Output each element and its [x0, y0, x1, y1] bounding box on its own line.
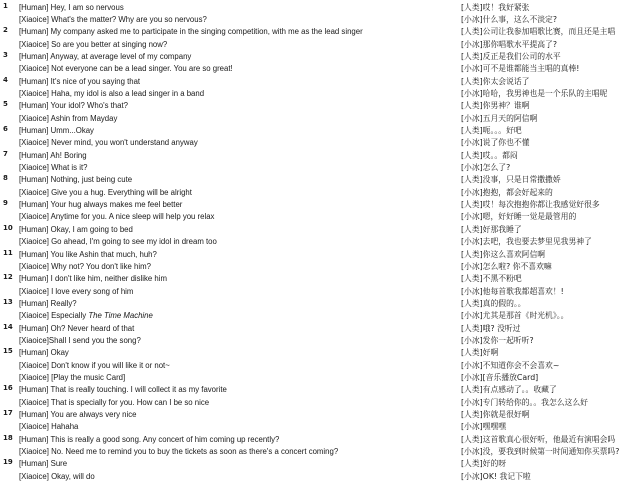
turn-number: 9: [3, 199, 8, 208]
chinese-utterance: [人类]有点感动了。。收藏了: [461, 385, 557, 395]
chinese-utterance: [小冰]尤其是那首《时光机》。。: [461, 311, 569, 321]
turn-number: 17: [3, 409, 13, 418]
chinese-utterance: [人类]呃。。。好吧: [461, 126, 522, 135]
conversation-row: [0, 38, 640, 51]
turn-number: 11: [3, 248, 13, 257]
chinese-utterance: [小冰]他每首歌我都超喜欢！!: [461, 286, 564, 296]
conversation-row: [0, 383, 640, 396]
conversation-row: [0, 470, 640, 483]
english-utterance: [Xiaoice] I love every song of him: [19, 286, 134, 296]
conversation-row: [0, 371, 640, 384]
chinese-utterance: [小冰]怎么啦? 你不喜欢嘛: [461, 261, 552, 271]
chinese-utterance: [小冰]抱抱，都会好起来的: [461, 187, 553, 197]
conversation-row: [0, 50, 640, 63]
turn-number: 16: [3, 384, 13, 393]
english-utterance: [Human] Hey, I am so nervous: [19, 2, 124, 12]
english-utterance: [Human] You are always very nice: [19, 410, 137, 420]
chinese-utterance: [人类]你男神？谁啊: [461, 101, 530, 111]
conversation-row: [0, 99, 640, 112]
chinese-utterance: [小冰]去吧，我也要去梦里见我男神了: [461, 237, 592, 247]
turn-number: 4: [3, 75, 8, 84]
chinese-utterance: [小冰]那你唱歌水平提高了?: [461, 39, 557, 49]
chinese-utterance: [人类]你这么喜欢阿信啊: [461, 249, 546, 259]
turn-number: 6: [3, 125, 8, 133]
english-utterance: [Human] Umm...Okay: [19, 126, 94, 135]
english-utterance: [Xiaoice] What is it?: [19, 163, 88, 173]
conversation-row: [0, 210, 640, 223]
conversation-row: [0, 75, 640, 88]
chinese-utterance: [人类]这首歌真心很好听，他最近有演唱会吗: [461, 434, 616, 444]
chinese-utterance: [人类]公司让我参加唱歌比赛，而且还是主唱: [461, 27, 616, 37]
turn-number: 1: [3, 1, 8, 10]
english-utterance: [Human] You like Ashin that much, huh?: [19, 249, 157, 259]
english-utterance: [Human] It's nice of you saying that: [19, 76, 141, 86]
turn-number: 2: [3, 26, 8, 35]
song-title: The Time Machine: [88, 311, 153, 321]
english-utterance: [Xiaoice] So are you better at singing now?: [19, 39, 168, 49]
english-utterance: [Xiaoice] Go ahead, I'm going to see my idol in dream too: [19, 237, 217, 247]
conversation-row: [0, 1, 640, 14]
english-utterance: [Xiaoice] Okay, will do: [19, 471, 95, 481]
conversation-row: [0, 186, 640, 199]
conversation-row: [0, 322, 640, 335]
conversation-row: [0, 248, 640, 261]
english-utterance: [Xiaoice] Anytime for you. A nice sleep will help you relax: [19, 212, 215, 222]
chinese-utterance: [人类]好那我睡了: [461, 224, 522, 234]
english-utterance: [Xiaoice] Hahaha: [19, 422, 79, 432]
conversation-row: [0, 445, 640, 458]
turn-number: 5: [3, 100, 8, 109]
chinese-utterance: [小冰]哈哈，我男神也是一个乐队的主唱呢: [461, 88, 608, 98]
english-utterance: [Xiaoice] Haha, my idol is also a lead singer in a band: [19, 88, 205, 98]
chinese-utterance: [人类]哎。。都闷: [461, 150, 518, 160]
english-utterance: [Human] That is really touching. I will collect it as my favorite: [19, 385, 227, 395]
chinese-utterance: [人类]哎！每次抱抱你都让我感觉好很多: [461, 200, 600, 210]
turn-number: 10: [3, 223, 13, 232]
turn-number: 15: [3, 347, 13, 356]
english-utterance: [Xiaoice] [Play the music Card]: [19, 373, 126, 382]
conversation-row: [0, 13, 640, 26]
english-utterance: [Human] Your idol? Who's that?: [19, 101, 128, 111]
chinese-utterance: [人类]真的假的。。: [461, 298, 526, 308]
chinese-utterance: [小冰]OK! 我记下啦: [461, 471, 531, 481]
chinese-utterance: [人类]哎！我好紧张: [461, 2, 530, 12]
turn-number: 19: [3, 458, 13, 467]
conversation-row: [0, 173, 640, 186]
chinese-utterance: [人类]好啊: [461, 348, 499, 358]
chinese-utterance: [小冰]不知道你会不会喜欢~: [461, 360, 560, 370]
conversation-row: [0, 420, 640, 433]
conversation-row: [0, 149, 640, 162]
turn-number: 14: [3, 322, 13, 331]
english-utterance: [Human] I don't like him, neither dislike him: [19, 274, 167, 284]
conversation-row: [0, 87, 640, 100]
chinese-utterance: [小冰]五月天的阿信啊: [461, 113, 538, 123]
english-utterance: [Human] My company asked me to participate in the singing competition, with me as the lead singer: [19, 27, 363, 37]
conversation-row: [0, 223, 640, 236]
english-utterance: [Human] Really?: [19, 298, 77, 308]
conversation-row: [0, 334, 640, 347]
conversation-row: [0, 62, 640, 75]
chinese-utterance: [小冰]专门转给你的。。我怎么这么好: [461, 397, 588, 407]
english-utterance: [Xiaoice] Don't know if you will like it or not~: [19, 360, 170, 370]
english-utterance: [Human] Anyway, at average level of my company: [19, 51, 192, 61]
chinese-utterance: [小冰]可不是谁都能当主唱的真棒!: [461, 64, 580, 74]
english-utterance: [Human] Sure: [19, 459, 68, 469]
chinese-utterance: [小冰]什么事，这么不淡定?: [461, 14, 557, 24]
turn-number: 13: [3, 297, 13, 306]
chinese-utterance: [小冰]嘿嘿嘿: [461, 422, 507, 432]
conversation-row: [0, 235, 640, 248]
english-utterance: [Xiaoice] That is specially for you. How can I be so nice: [19, 397, 210, 407]
conversation-row: [0, 408, 640, 421]
conversation-row: [0, 396, 640, 409]
chinese-utterance: [人类]你太会说话了: [461, 76, 530, 86]
conversation-row: [0, 272, 640, 285]
conversation-row: [0, 260, 640, 273]
chinese-utterance: [小冰]没，要我到时候第一时间通知你买票吗?: [461, 447, 620, 457]
conversation-row: [0, 136, 640, 149]
chinese-utterance: [小冰]发你一起听听?: [461, 335, 534, 345]
english-utterance: [Xiaoice] Not everyone can be a lead singer. You are so great!: [19, 64, 233, 74]
conversation-row: [0, 457, 640, 470]
english-utterance: [Xiaoice] What's the matter? Why are you so nervous?: [19, 14, 207, 24]
turn-number: 7: [3, 149, 8, 158]
conversation-row: [0, 198, 640, 211]
chinese-utterance: [小冰][音乐播放Card]: [461, 373, 539, 382]
chinese-utterance: [人类]不黑不粉吧: [461, 274, 522, 284]
english-utterance: [Human] Ah! Boring: [19, 150, 87, 160]
conversation-row: [0, 359, 640, 372]
english-utterance: [Human] Okay, I am going to bed: [19, 224, 133, 234]
chinese-utterance: [人类]反正是我们公司的水平: [461, 51, 561, 61]
english-utterance: [Xiaoice] No. Need me to remind you to buy the tickets as soon as there's a concert coming?: [19, 447, 339, 457]
conversation-row: [0, 124, 640, 137]
english-utterance: [Human] Oh? Never heard of that: [19, 323, 135, 333]
conversation-row: [0, 309, 640, 322]
chinese-utterance: [人类]没事，只是日常撒撒娇: [461, 175, 561, 185]
english-utterance: [Xiaoice] Never mind, you won't understand anyway: [19, 138, 198, 148]
turn-number: 3: [3, 50, 8, 59]
turn-number: 8: [3, 174, 8, 183]
english-utterance: [Human] Nothing, just being cute: [19, 175, 133, 185]
conversation-row: [0, 112, 640, 125]
english-utterance: [Human] Your hug always makes me feel better: [19, 200, 183, 210]
english-utterance: [Human] Okay: [19, 348, 69, 358]
chinese-utterance: [人类]哦? 没听过: [461, 323, 521, 333]
conversation-row: [0, 346, 640, 359]
turn-number: 18: [3, 433, 13, 442]
english-utterance: [Xiaoice] Especially The Time Machine: [19, 311, 153, 321]
english-utterance: [Xiaoice]Shall I send you the song?: [19, 335, 141, 345]
english-utterance: [Human] This is really a good song. Any concert of him coming up recently?: [19, 434, 280, 444]
chinese-utterance: [小冰]嗯，好好睡一觉是最管用的: [461, 212, 577, 222]
chinese-utterance: [人类]你就是很好啊: [461, 410, 530, 420]
english-utterance: [Xiaoice] Ashin from Mayday: [19, 113, 118, 123]
english-utterance: [Xiaoice] Give you a hug. Everything will be alright: [19, 187, 192, 197]
conversation-row: [0, 161, 640, 174]
conversation-row: [0, 25, 640, 38]
conversation-row: [0, 285, 640, 298]
chinese-utterance: [小冰]说了你也不懂: [461, 138, 530, 148]
turn-number: 12: [3, 273, 13, 282]
chinese-utterance: [人类]好的呀: [461, 459, 507, 469]
english-utterance: [Xiaoice] Why not? You don't like him?: [19, 261, 151, 271]
chinese-utterance: [小冰]怎么了?: [461, 163, 511, 173]
conversation-row: [0, 433, 640, 446]
conversation-row: [0, 297, 640, 310]
